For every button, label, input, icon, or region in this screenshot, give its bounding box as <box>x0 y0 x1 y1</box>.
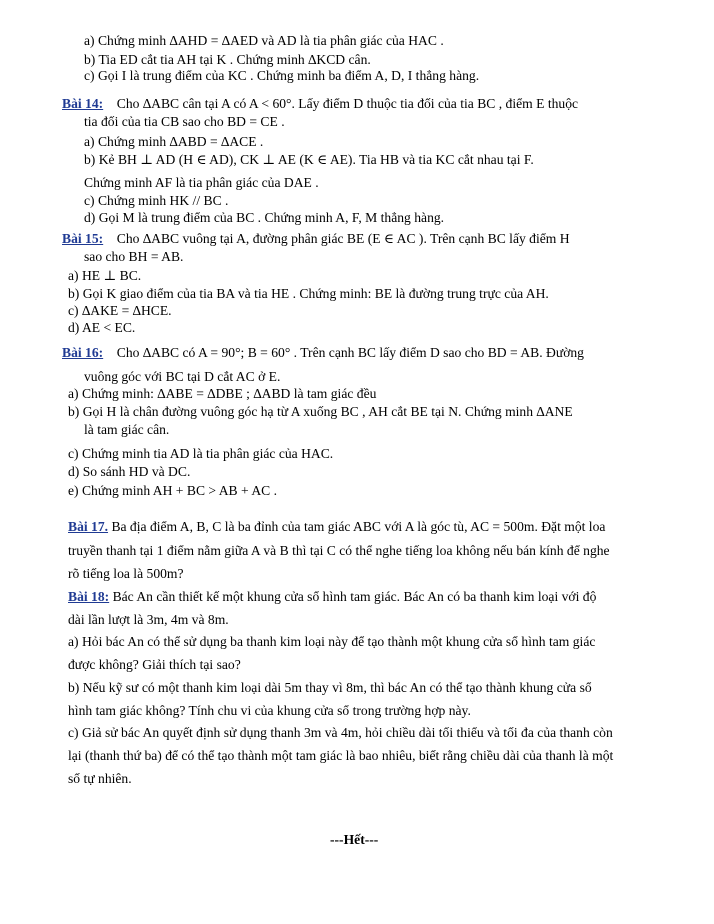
exercise-16-line1 <box>62 345 584 361</box>
exercise-15-heading: Bài 15: <box>62 231 104 246</box>
exercise-18-statement: Bác An cần thiết kế một khung cửa sổ hình tam giác. Bác An có ba thanh kim loại với độ <box>112 589 597 604</box>
exercise-16-statement: Cho ∆ABC có A = 90°; B = 60° . Trên cạnh BC lấy điểm D sao cho BD = AB. Đường <box>116 345 584 360</box>
exercise-16-part-e: e) Chứng minh AH + BC > AB + AC . <box>68 483 277 498</box>
exercise-18-part-c: c) Giả sử bác An quyết định sử dụng thanh 3m và 4m, hỏi chiều dài tối thiểu và tối đa của thanh còn <box>68 725 613 740</box>
exercise-18-part-a: a) Hỏi bác An có thể sử dụng ba thanh kim loại này để tạo thành một khung cửa sổ hình tam giác <box>68 634 596 649</box>
exercise-15-line2: sao cho BH = AB. <box>84 249 184 264</box>
exercise-17-line1 <box>68 519 605 535</box>
exercise-14-heading: Bài 14: <box>62 96 104 111</box>
exercise-14-part-b: b) Kẻ BH ⊥ AD (H ∈ AD), CK ⊥ AE (K ∈ AE). Tia HB và tia KC cắt nhau tại F. <box>84 152 534 167</box>
exercise-18-part-a-cont: được không? Giải thích tại sao? <box>68 657 241 672</box>
exercise-14-line1 <box>62 96 578 112</box>
exercise-18-line1 <box>68 589 596 605</box>
exercise-14-statement: Cho ∆ABC cân tại A có A < 60°. Lấy điểm D thuộc tia đối của tia BC , điểm E thuộc <box>116 96 579 111</box>
exercise-18-part-c-cont: lại (thanh thứ ba) để có thể tạo thành một tam giác là bao nhiêu, biết rằng chiều dài của thanh là một <box>68 748 614 763</box>
exercise-15-part-d: d) AE < EC. <box>68 320 136 335</box>
exercise-17-line3: rõ tiếng loa là 500m? <box>68 566 184 581</box>
exercise-16-part-b-cont: là tam giác cân. <box>84 422 170 437</box>
exercise-18-line2: dài lần lượt là 3m, 4m và 8m. <box>68 612 229 627</box>
exercise-16-heading: Bài 16: <box>62 345 104 360</box>
exercise-18-part-c-cont2: số tự nhiên. <box>68 771 132 786</box>
exercise-18-heading: Bài 18: <box>68 589 110 604</box>
exercise-18-part-b-cont: hình tam giác không? Tính chu vi của khung cửa sổ trong trường hợp này. <box>68 703 471 718</box>
exercise-16-line2: vuông góc với BC tại D cắt AC ở E. <box>84 369 281 384</box>
exercise-15-part-a: a) HE ⊥ BC. <box>68 268 142 283</box>
exercise-14-part-d: d) Gọi M là trung điểm của BC . Chứng minh A, F, M thẳng hàng. <box>84 210 445 225</box>
exercise-16-part-c: c) Chứng minh tia AD là tia phân giác của HAC. <box>68 446 334 461</box>
exercise-14-part-c: c) Chứng minh HK // BC . <box>84 193 229 208</box>
ex13-part-b: b) Tia ED cắt tia AH tại K . Chứng minh ∆KCD cân. <box>84 52 371 67</box>
ex13-part-a: a) Chứng minh ∆AHD = ∆AED và AD là tia phân giác của HAC . <box>84 33 444 48</box>
exercise-15-statement: Cho ∆ABC vuông tại A, đường phân giác BE (E ∈ AC ). Trên cạnh BC lấy điểm H <box>116 231 570 246</box>
exercise-14-part-b-cont: Chứng minh AF là tia phân giác của DAE . <box>84 175 319 190</box>
exercise-15-part-b: b) Gọi K giao điểm của tia BA và tia HE . Chứng minh: BE là đường trung trực của AH. <box>68 286 549 301</box>
exercise-14-line2: tia đối của tia CB sao cho BD = CE . <box>84 114 285 129</box>
exercise-17-heading: Bài 17. <box>68 519 109 534</box>
exercise-16-part-d: d) So sánh HD và DC. <box>68 464 191 479</box>
exercise-18-part-b: b) Nếu kỹ sư có một thanh kim loại dài 5m thay vì 8m, thì bác An có thể tạo thành khung cửa sổ <box>68 680 592 695</box>
exercise-16-part-a: a) Chứng minh: ∆ABE = ∆DBE ; ∆ABD là tam giác đều <box>68 386 377 401</box>
exercise-17-statement: Ba địa điểm A, B, C là ba đỉnh của tam giác ABC với A là góc tù, AC = 500m. Đặt một loa <box>111 519 606 534</box>
ex13-part-c: c) Gọi I là trung điểm của KC . Chứng minh ba điểm A, D, I thẳng hàng. <box>84 68 480 83</box>
exercise-15-part-c: c) ∆AKE = ∆HCE. <box>68 303 172 318</box>
exercise-16-part-b: b) Gọi H là chân đường vuông góc hạ từ A xuống BC , AH cắt BE tại N. Chứng minh ∆ANE <box>68 404 573 419</box>
exercise-17-line2: truyền thanh tại 1 điểm nằm giữa A và B thì tại C có thể nghe tiếng loa không nếu bán kính để nghe <box>68 543 610 558</box>
exercise-15-line1 <box>62 231 570 247</box>
exercise-14-part-a: a) Chứng minh ∆ABD = ∆ACE . <box>84 134 264 149</box>
end-marker: ---Hết--- <box>330 832 379 847</box>
